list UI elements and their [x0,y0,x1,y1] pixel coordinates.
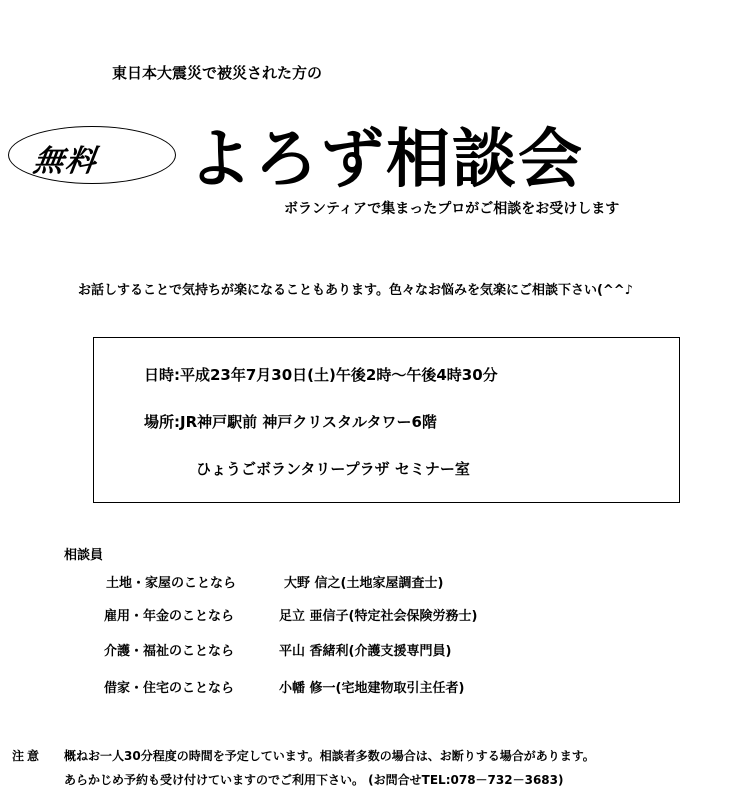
intro-text: お話しすることで気持ちが楽になることもあります。色々なお悩みを気楽にご相談下さい(^^♪ [78,283,633,298]
notice-line-1: 概ねお一人30分程度の時間を予定しています。相談者多数の場合は、お断りする場合があります。 [64,749,595,763]
notice-line-2: あらかじめ予約も受け付けていますのでご利用下さい。 (お問合せTEL:078－732－3683) [64,773,564,787]
event-venue: ひょうごボランタリープラザ セミナー室 [196,460,470,478]
subtitle: 東日本大震災で被災された方の [112,64,323,82]
staff-area-employment: 雇用・年金のことなら [104,609,235,624]
tagline: ボランティアで集まったプロがご相談をお受けします [284,201,620,217]
staff-heading: 相談員 [64,548,104,563]
staff-name-land: 大野 信之(土地家屋調査士) [284,576,444,591]
staff-name-housing: 小幡 修一(宅地建物取引主任者) [279,681,465,696]
event-datetime: 日時:平成23年7月30日(土)午後2時～午後4時30分 [144,366,498,384]
staff-area-housing: 借家・住宅のことなら [104,681,235,696]
event-place: 場所:JR神戸駅前 神戸クリスタルタワー6階 [144,413,437,431]
staff-name-care: 平山 香緒利(介護支援専門員) [279,644,452,659]
staff-area-land: 土地・家屋のことなら [106,576,237,591]
staff-name-employment: 足立 亜信子(特定社会保険労務士) [279,609,478,624]
notice-label: 注意 [12,749,43,763]
free-badge-text: 無料 [31,144,100,179]
page-title: よろず相談会 [188,123,584,197]
staff-area-care: 介護・福祉のことなら [104,644,235,659]
